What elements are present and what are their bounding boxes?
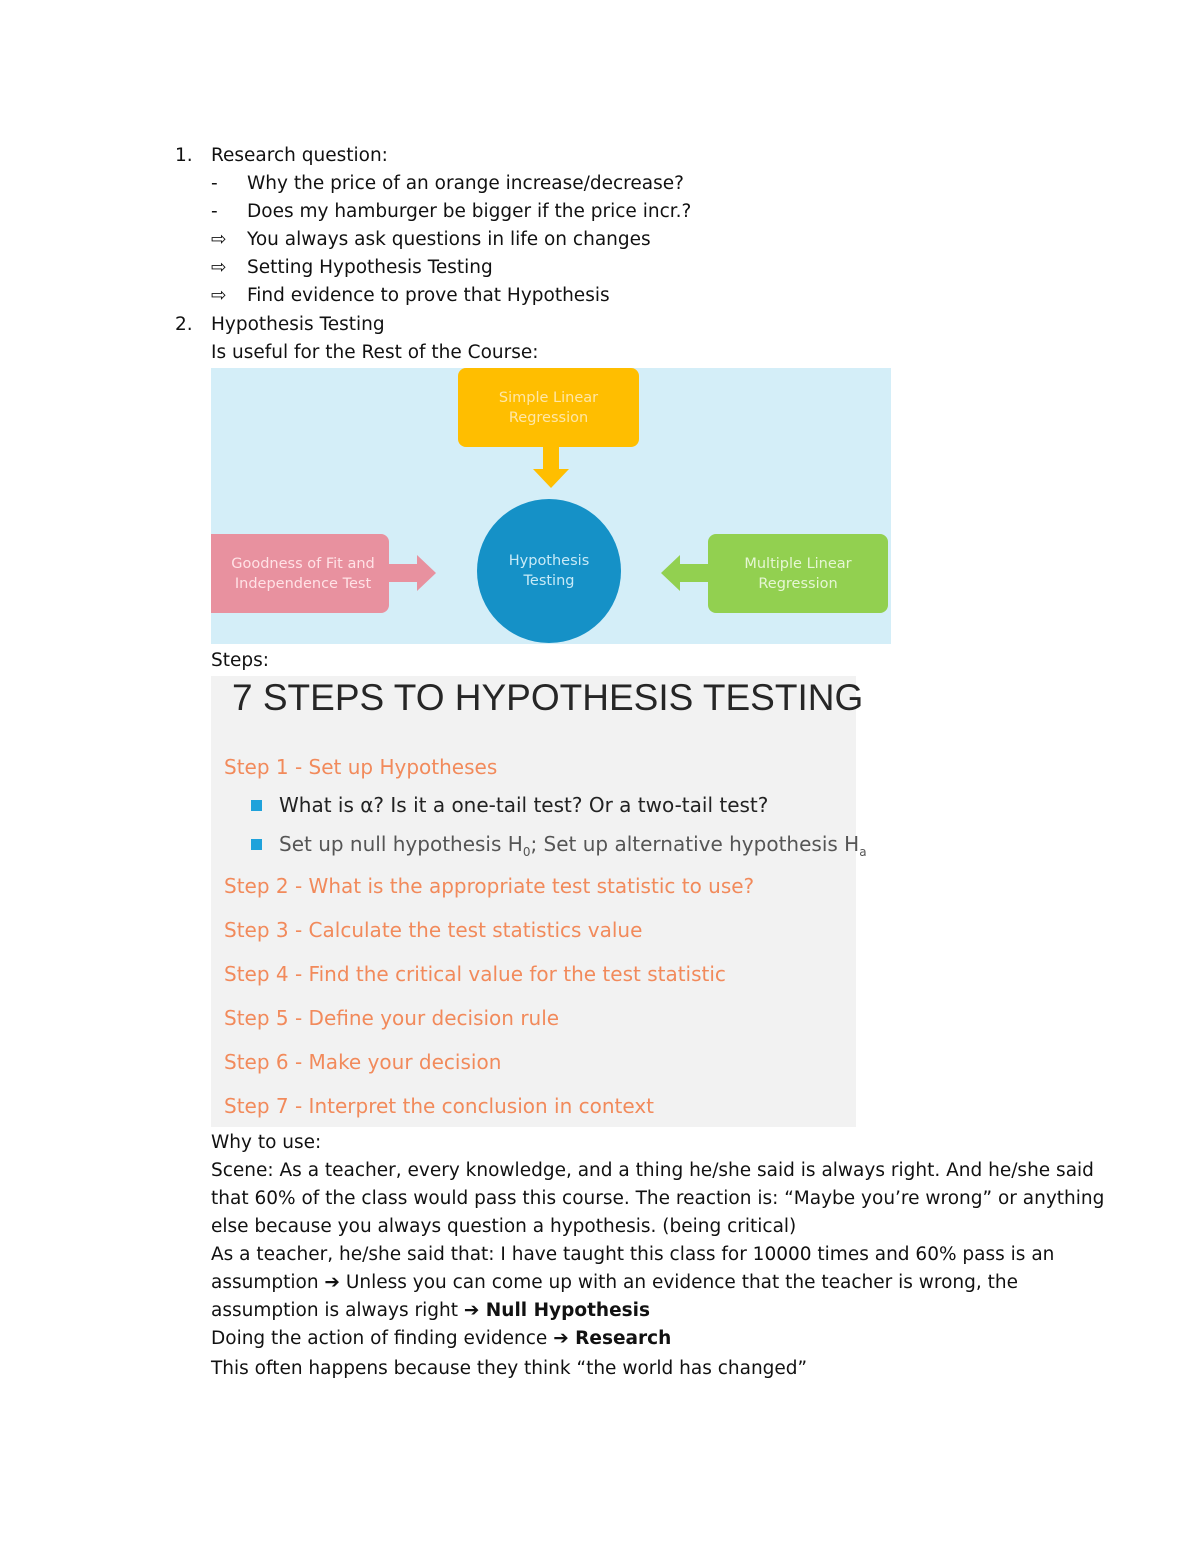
steps-title: 7 STEPS TO HYPOTHESIS TESTING — [232, 677, 864, 718]
bullet-icon — [251, 839, 262, 850]
step-item: Step 7 - Interpret the conclusion in context — [224, 1094, 655, 1118]
step-item: Step 5 - Define your decision rule — [224, 1006, 560, 1030]
arrow-icon: ⇨ — [211, 285, 227, 306]
list-item: Find evidence to prove that Hypothesis — [247, 285, 610, 306]
research-term: Research — [568, 1328, 672, 1349]
step-item: Step 2 - What is the appropriate test statistic to use? — [224, 874, 755, 898]
paragraph-line: As a teacher, he/she said that: I have taught this class for 10000 times and 60% pass is an — [211, 1244, 1055, 1265]
simple-linear-regression-box: Simple Linear Regression — [458, 368, 639, 447]
steps-image — [211, 676, 867, 1127]
section2-title: Hypothesis Testing — [211, 314, 385, 335]
paragraph-line: This often happens because they think “the world has changed” — [211, 1358, 808, 1379]
down-arrow-icon — [531, 447, 571, 489]
steps-label: Steps: — [211, 650, 269, 671]
paragraph-line: Scene: As a teacher, every knowledge, and a thing he/she said is always right. And he/she said — [211, 1160, 1094, 1181]
section1-title: Research question: — [211, 145, 388, 166]
section2-number: 2. — [175, 314, 193, 335]
list-item: Why the price of an orange increase/decrease? — [247, 173, 684, 194]
dash-marker: - — [211, 173, 218, 194]
step-item: Step 1 - Set up Hypotheses — [224, 755, 498, 779]
right-arrow-icon: ➔ — [553, 1328, 569, 1349]
paragraph-line: that 60% of the class would pass this course. The reaction is: “Maybe you’re wrong” or anything — [211, 1188, 1105, 1209]
section1-number: 1. — [175, 145, 193, 166]
bullet-icon — [251, 800, 262, 811]
right-arrow-icon: ➔ — [324, 1272, 340, 1293]
paragraph-line: assumption ➔ Unless you can come up with an evidence that the teacher is wrong, the — [211, 1272, 1019, 1293]
paragraph-line: assumption is always right ➔ Null Hypothesis — [211, 1300, 650, 1321]
paragraph-line: else because you always question a hypothesis. (being critical) — [211, 1216, 797, 1237]
step-bullet-text: What is α? Is it a one-tail test? Or a two-tail test? — [279, 793, 769, 817]
arrow-icon: ⇨ — [211, 257, 227, 278]
goodness-of-fit-box: Goodness of Fit and Independence Test — [211, 534, 389, 613]
section2-subtitle: Is useful for the Rest of the Course: — [211, 342, 539, 363]
arrow-icon: ⇨ — [211, 229, 227, 250]
null-hypothesis-term: Null Hypothesis — [479, 1300, 650, 1321]
multiple-linear-regression-box: Multiple Linear Regression — [708, 534, 888, 613]
list-item: Setting Hypothesis Testing — [247, 257, 493, 278]
list-item: Does my hamburger be bigger if the price incr.? — [247, 201, 692, 222]
step-item: Step 4 - Find the critical value for the test statistic — [224, 962, 726, 986]
course-diagram — [211, 368, 891, 644]
right-arrow-icon: ➔ — [463, 1300, 480, 1321]
list-item: You always ask questions in life on changes — [247, 229, 651, 250]
why-heading: Why to use: — [211, 1132, 322, 1153]
hypothesis-testing-circle: Hypothesis Testing — [477, 499, 621, 643]
right-arrow-icon — [389, 553, 437, 593]
step-item: Step 6 - Make your decision — [224, 1050, 502, 1074]
paragraph-line: Doing the action of finding evidence ➔ Research — [211, 1328, 672, 1349]
step-item: Step 3 - Calculate the test statistics value — [224, 918, 643, 942]
dash-marker: - — [211, 201, 218, 222]
step-bullet-text: Set up null hypothesis $H_0$; Set up alternative hypothesis $H_a$ — [279, 832, 867, 859]
left-arrow-icon — [661, 553, 709, 593]
